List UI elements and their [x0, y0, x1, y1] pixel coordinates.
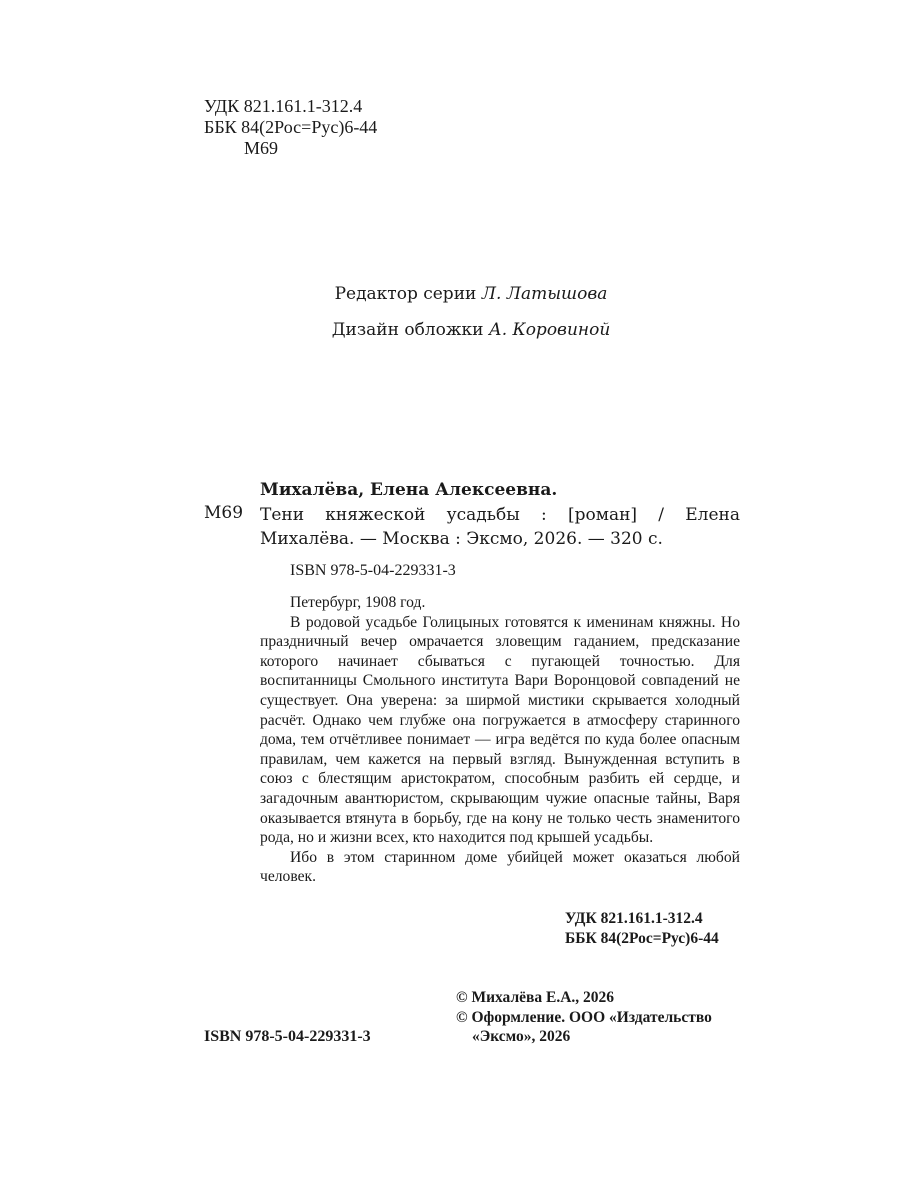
- udk-code: УДК 821.161.1-312.4: [204, 96, 363, 116]
- author-heading: Михалёва, Елена Алексеевна.: [260, 480, 558, 500]
- bbk-code: ББК 84(2Рос=Рус)6-44: [204, 117, 378, 137]
- credits: [0, 276, 900, 348]
- author-mark-side: М69: [204, 503, 244, 523]
- annotation-paragraph: Петербург, 1908 год.: [290, 594, 426, 611]
- bibliographic-description: Тени княжеской усадьбы : [роман] / Елена Михалёва. — Москва : Эксмо, 2026. — 320 с.: [260, 505, 740, 549]
- cover-design-label: Дизайн обложки: [331, 320, 484, 340]
- annotation-paragraph: Ибо в этом старинном доме убийцей может оказаться любой человек.: [260, 848, 740, 886]
- series-editor-line: [0, 276, 900, 312]
- series-editor-label: Редактор серии: [334, 284, 477, 304]
- bbk-code-bottom: ББК 84(2Рос=Рус)6-44: [565, 929, 719, 947]
- copyright-block: [456, 988, 712, 1047]
- annotation-paragraph: В родовой усадьбе Голицыных готовятся к именинам княжны. Но праздничный вечер омрачается зловещим гаданием, предсказание которого начинает сбываться с пугающей точностью. Для воспитанницы Смольного института Вари Воронцовой совпадений не существует. Она уверена: за ширмой мистики скрывается холодный расчёт. Однако чем глубже она погружается в атмосферу старинного дома, тем отчётливее понимает — игра ведётся по куда более опасным правилам, чем кажется на первый взгляд. Вынужденная вступить в союз с блестящим аристократом, способным разбить ей сердце, и загадочным авантюристом, скрывающим чужие опасные тайны, Варя оказывается втянута в борьбу, где на кону не только честь знаменитого рода, но и жизни всех, кто находится под крышей усадьбы.: [260, 613, 740, 847]
- isbn-bottom: ISBN 978-5-04-229331-3: [204, 1028, 371, 1045]
- isbn-record: ISBN 978-5-04-229331-3: [290, 562, 456, 579]
- copyright-design-cont: «Эксмо», 2026: [472, 1028, 571, 1045]
- author-mark: М69: [244, 138, 279, 158]
- copyright-author: © Михалёва Е.А., 2026: [456, 989, 615, 1006]
- annotation: [260, 593, 740, 887]
- copyright-design: © Оформление. ООО «Издательство: [456, 1008, 712, 1026]
- cover-design-line: [0, 312, 900, 348]
- classification-bottom: [565, 909, 719, 948]
- classification-top: [204, 96, 377, 159]
- series-editor-name: Л. Латышова: [481, 284, 608, 304]
- udk-code-bottom: УДК 821.161.1-312.4: [565, 910, 703, 927]
- cover-design-name: А. Коровиной: [488, 320, 611, 340]
